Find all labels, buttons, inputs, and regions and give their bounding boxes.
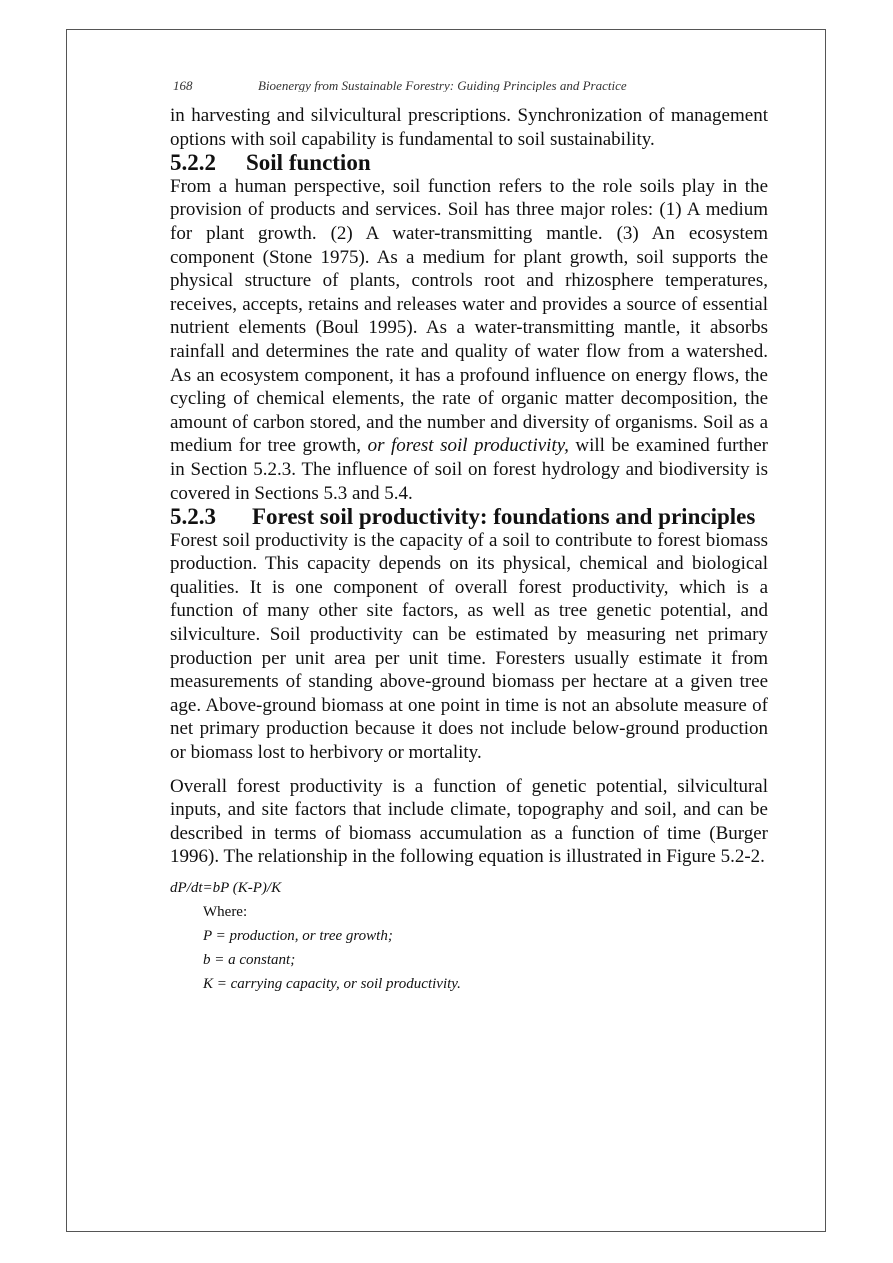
definition-b: b = a constant; [203, 952, 296, 968]
where-label: Where: [203, 904, 248, 920]
section-number: 5.2.2 [170, 150, 216, 176]
definition-k: K = carrying capacity, or soil productivity. [203, 976, 461, 992]
emphasized-phrase: or forest soil productivity, [367, 435, 569, 457]
productivity-paragraph-2: Overall forest productivity is a function of genetic potential, silvicultural inputs, and site factors that include climate, topography and soil, and can be described in terms of biomass accumulation as a function of time (Burger 1996). The relationship in the following equation is illustrated in Figure 5.2-2. [170, 775, 768, 868]
running-title: Bioenergy from Sustainable Forestry: Guiding Principles and Practice [258, 78, 627, 92]
section-title: Soil function [246, 150, 371, 176]
paragraph-text: will be examined further in Section 5.2.3. The influence of soil on forest hydrology and biodiversity is covered in Sections 5.3 and 5.4. [170, 435, 769, 504]
intro-paragraph: in harvesting and silvicultural prescriptions. Synchronization of management options with soil capability is fundamental to soil sustainability. [170, 105, 768, 150]
productivity-paragraph-1: Forest soil productivity is the capacity of a soil to contribute to forest biomass production. This capacity depends on its physical, chemical and biological qualities. It is one component of overall forest productivity, which is a function of many other site factors, as well as tree genetic potential, and silviculture. Soil productivity can be estimated by measuring net primary production per unit area per unit time. Foresters usually estimate it from measurements of standing above-ground biomass per hectare at a given tree age. Above-ground biomass at one point in time is not an absolute measure of net primary production because it does not include below-ground production or biomass lost to herbivory or mortality. [170, 529, 768, 764]
paragraph-text: From a human perspective, soil function refers to the role soils play in the provision of products and services. Soil has three major roles: (1) A medium for plant growth. (2) A water-transmitting mantle. (3) An ecosystem component (Stone 1975). As a medium for plant growth, soil supports the physical structure of plants, controls root and rhizosphere temperatures, receives, accepts, retains and releases water and provides a source of essential nutrient elements (Boul 1995). As a water-transmitting mantle, it absorbs rainfall and determines the rate and quality of water flow from a watershed. As an ecosystem component, it has a profound influence on energy flows, the cycling of chemical elements, the rate of organic matter decomposition, the amount of carbon stored, and the number and diversity of organisms. Soil as a medium for tree growth, [170, 175, 768, 457]
section-heading-5-2-3 [170, 505, 768, 529]
equation: dP/dt=bP (K-P)/K [170, 880, 282, 896]
running-header [173, 78, 773, 92]
page-body [170, 104, 768, 996]
equation-definitions [203, 900, 768, 996]
page-number: 168 [173, 78, 193, 92]
section-number: 5.2.3 [170, 504, 216, 530]
soil-function-paragraph [170, 175, 768, 505]
section-title: Forest soil productivity: foundations and principles [252, 504, 756, 530]
definition-p: P = production, or tree growth; [203, 928, 393, 944]
section-heading-5-2-2 [170, 151, 768, 175]
